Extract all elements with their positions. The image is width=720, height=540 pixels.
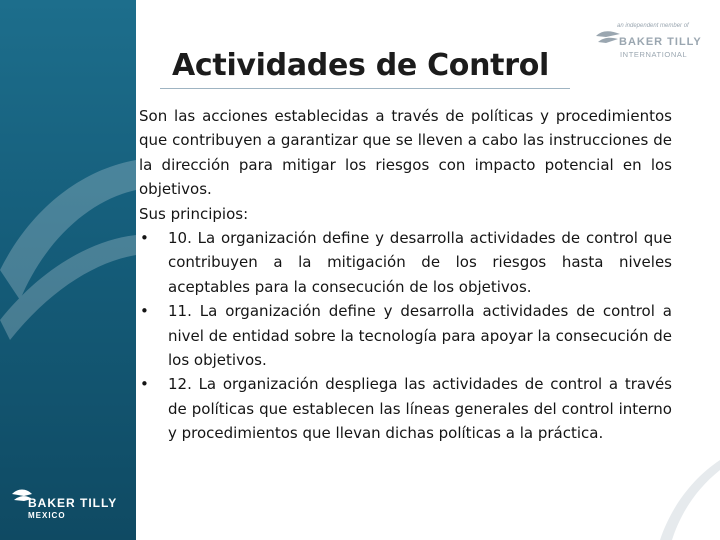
intro-paragraph: Son las acciones establecidas a través de políticas y procedimientos que contribuyen a garantizar que se lleven a cabo las instrucciones de la dirección para mitigar los riesgos con impacto potencial en los objetivos. (139, 107, 672, 199)
slide-title: Actividades de Control (172, 48, 549, 83)
list-item: • 10. La organización define y desarrolla actividades de control que contribuyen a la mitigación de los riesgos hasta niveles aceptables para la consecución de los objetivos. (139, 226, 672, 299)
side-logo (28, 496, 117, 520)
side-logo-name: BAKER TILLY (28, 496, 118, 510)
list-item: • 12. La organización despliega las actividades de control a través de políticas que establecen las líneas generales del control interno y procedimientos que llevan dichas políticas a la práctica. (139, 372, 672, 445)
title-divider (160, 88, 570, 89)
principles-heading: Sus principios: (139, 204, 249, 223)
sidebar-panel (0, 0, 136, 540)
corner-swoosh-graphic (600, 440, 720, 540)
slide-body (139, 104, 672, 446)
top-logo-tagline: an independent member of (617, 23, 689, 29)
baker-tilly-bird-icon (596, 30, 620, 44)
side-logo-sub: MEXICO (28, 511, 66, 520)
list-item: • 11. La organización define y desarrolla actividades de control a nivel de entidad sobre la tecnología para apoyar la consecución de los objetivos. (139, 299, 672, 372)
principles-list (139, 226, 672, 446)
top-logo-sub: INTERNATIONAL (620, 50, 688, 59)
top-logo-name: BAKER TILLY (619, 36, 702, 48)
swoosh-graphic (0, 150, 136, 380)
